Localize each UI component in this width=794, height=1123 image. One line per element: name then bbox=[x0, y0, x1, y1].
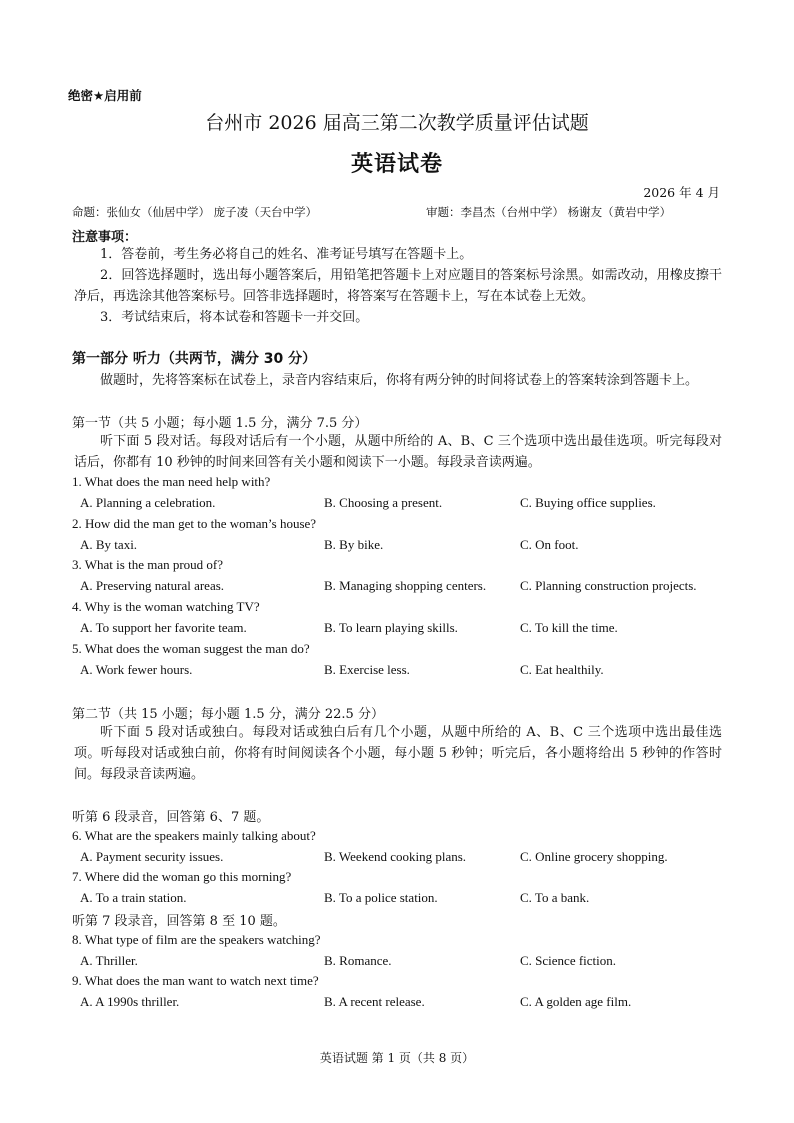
question-7: 7. Where did the woman go this morning? bbox=[72, 869, 292, 884]
q8-option-b: B. Romance. bbox=[324, 953, 392, 968]
question-8: 8. What type of film are the speakers watching? bbox=[72, 932, 321, 947]
question-5: 5. What does the woman suggest the man do? bbox=[72, 641, 310, 656]
exam-title: 台州市 2026 届高三第二次教学质量评估试题 bbox=[205, 112, 589, 134]
audio-7-note: 听第 7 段录音，回答第 8 至 10 题。 bbox=[72, 914, 286, 929]
confidential-label: 绝密★启用前 bbox=[68, 88, 142, 103]
page-footer: 英语试题 第 1 页（共 8 页） bbox=[319, 1051, 475, 1065]
question-3: 3. What is the man proud of? bbox=[72, 557, 224, 572]
q5-option-c: C. Eat healthily. bbox=[520, 662, 604, 677]
audio-6-note: 听第 6 段录音，回答第 6、7 题。 bbox=[72, 810, 270, 825]
q7-option-a: A. To a train station. bbox=[80, 890, 187, 905]
section2-instruction: 听下面 5 段对话或独白。每段对话或独白后有几个小题，从题中所给的 A、B、C 三个选项中选出最佳选项。听每段对话或独白前，你将有时间阅读各个小题，每小题 5 秒钟；听完后，各小题将给出 5 秒钟的作答时间。每段录音读两遍。 bbox=[74, 725, 722, 782]
question-1: 1. What does the man need help with? bbox=[72, 474, 271, 489]
q9-option-b: B. A recent release. bbox=[324, 994, 425, 1009]
q9-option-c: C. A golden age film. bbox=[520, 994, 632, 1009]
notice-item-1: 1．答卷前，考生务必将自己的姓名、准考证号填写在答题卡上。 bbox=[100, 247, 473, 262]
q1-option-a: A. Planning a celebration. bbox=[80, 495, 216, 510]
q3-option-b: B. Managing shopping centers. bbox=[324, 578, 487, 593]
q7-option-b: B. To a police station. bbox=[324, 890, 438, 905]
reviewers-line: 审题：李昌杰（台州中学） 杨谢友（黄岩中学） bbox=[426, 205, 672, 219]
q6-option-b: B. Weekend cooking plans. bbox=[324, 849, 467, 864]
section2-heading: 第二节（共 15 小题；每小题 1.5 分，满分 22.5 分） bbox=[72, 707, 384, 722]
part1-instruction: 做题时，先将答案标在试卷上，录音内容结束后，你将有两分钟的时间将试卷上的答案转涂到答题卡上。 bbox=[100, 373, 699, 388]
notice-item-3: 3．考试结束后，将本试卷和答题卡一并交回。 bbox=[100, 310, 369, 325]
section1-heading: 第一节（共 5 小题；每小题 1.5 分，满分 7.5 分） bbox=[72, 416, 368, 431]
q9-option-a: A. A 1990s thriller. bbox=[80, 994, 180, 1009]
q2-option-b: B. By bike. bbox=[324, 537, 384, 552]
question-6: 6. What are the speakers mainly talking about? bbox=[72, 828, 316, 843]
q1-option-b: B. Choosing a present. bbox=[324, 495, 443, 510]
q5-option-a: A. Work fewer hours. bbox=[80, 662, 193, 677]
q1-option-c: C. Buying office supplies. bbox=[520, 495, 656, 510]
q4-option-c: C. To kill the time. bbox=[520, 620, 618, 635]
q2-option-c: C. On foot. bbox=[520, 537, 579, 552]
q3-option-a: A. Preserving natural areas. bbox=[80, 578, 225, 593]
notice-item-2: 2．回答选择题时，选出每小题答案后，用铅笔把答题卡上对应题目的答案标号涂黑。如需改动，用橡皮擦干净后，再选涂其他答案标号。回答非选择题时，将答案写在答题卡上，写在本试卷上无效。 bbox=[74, 268, 722, 304]
q6-option-a: A. Payment security issues. bbox=[80, 849, 224, 864]
q4-option-b: B. To learn playing skills. bbox=[324, 620, 458, 635]
authors-line: 命题：张仙女（仙居中学） 庞子凌（天台中学） bbox=[72, 205, 318, 219]
q7-option-c: C. To a bank. bbox=[520, 890, 590, 905]
notice-heading: 注意事项： bbox=[72, 230, 138, 245]
subject-title: 英语试卷 bbox=[350, 152, 443, 177]
q4-option-a: A. To support her favorite team. bbox=[80, 620, 247, 635]
question-9: 9. What does the man want to watch next time? bbox=[72, 973, 319, 988]
part1-heading: 第一部分 听力（共两节，满分 30 分） bbox=[72, 351, 317, 367]
q3-option-c: C. Planning construction projects. bbox=[520, 578, 697, 593]
q2-option-a: A. By taxi. bbox=[80, 537, 138, 552]
q6-option-c: C. Online grocery shopping. bbox=[520, 849, 668, 864]
q8-option-a: A. Thriller. bbox=[80, 953, 138, 968]
question-2: 2. How did the man get to the woman’s house? bbox=[72, 516, 317, 531]
section1-instruction: 听下面 5 段对话。每段对话后有一个小题，从题中所给的 A、B、C 三个选项中选出最佳选项。听完每段对话后，你都有 10 秒钟的时间来回答有关小题和阅读下一小题。每段录音读两遍。 bbox=[74, 434, 722, 470]
q5-option-b: B. Exercise less. bbox=[324, 662, 410, 677]
exam-date: 2026 年 4 月 bbox=[643, 185, 720, 200]
q8-option-c: C. Science fiction. bbox=[520, 953, 617, 968]
question-4: 4. Why is the woman watching TV? bbox=[72, 599, 260, 614]
